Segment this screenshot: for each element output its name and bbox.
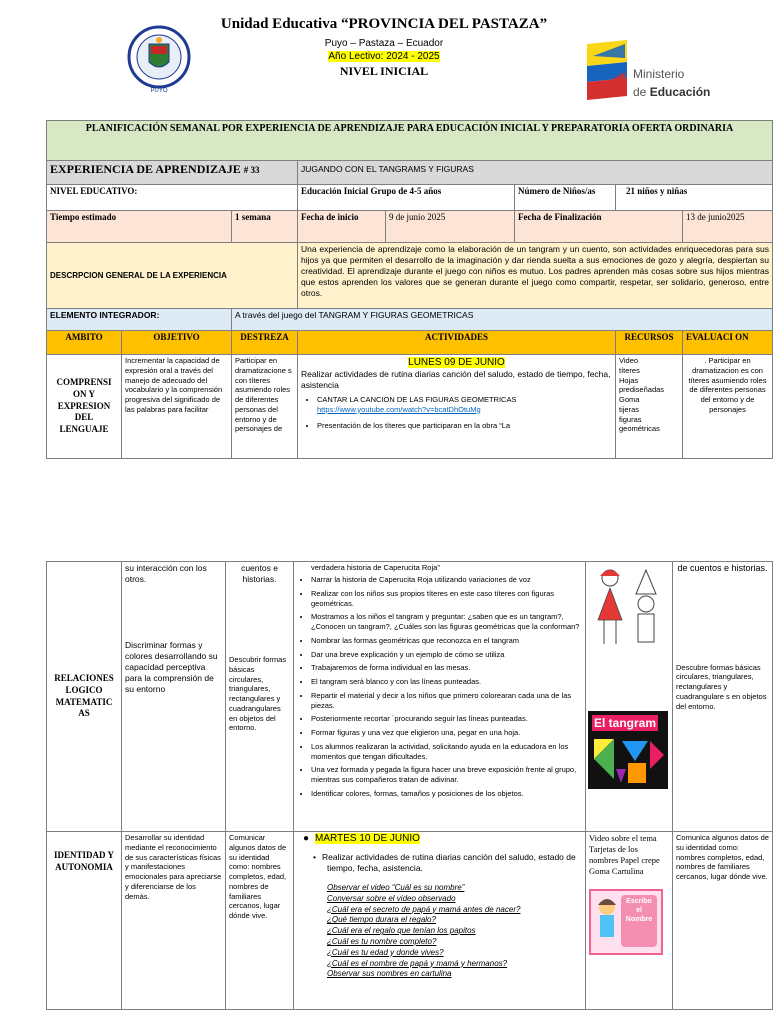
level-title: NIVEL INICIAL	[339, 64, 429, 78]
activity-item: • Una vez formada y pegada la figura hacer una breve exposición frente al grupo, mientras sus compañeros tratan de adivinar.	[311, 765, 582, 785]
row1-objetivo: Incrementar la capacidad de expresión oral a través del manejo de adecuado del vocabulario y la comprensión progresiva del significado de las palabras para facilitar	[122, 355, 232, 459]
level-label: NIVEL EDUCATIVO:	[47, 185, 298, 211]
row2-evaluacion	[673, 562, 773, 832]
kids-label: Número de Niños/as	[515, 185, 616, 211]
integrator-value: A través del juego del TANGRAM Y FIGURAS GEOMETRICAS	[232, 309, 773, 331]
row2-actividades	[294, 562, 586, 832]
experience-label-cell	[47, 161, 298, 185]
activity-item: • Narrar la historia de Caperucita Roja utilizando variaciones de voz	[311, 575, 582, 585]
row1-routine: Realizar actividades de rutina diarias canción del saludo, estado de tiempo, fecha, asistencia	[301, 369, 611, 391]
svg-text:de Educación	[633, 85, 710, 99]
row1-bullet-puppets: • Presentación de los títeres que participaran en la obra “La	[317, 421, 612, 431]
tangram-image	[588, 711, 668, 789]
activity-item: • Trabajaremos de forma individual en las mesas.	[311, 663, 582, 673]
row2-objetivo	[122, 562, 226, 832]
integrator-label: ELEMENTO INTEGRADOR:	[47, 309, 232, 331]
row2-eval-text: Descubre formas básicas circulares, triangulares, rectangulares y cuadrangulare s en objetos del entorno.	[676, 662, 767, 711]
col-destreza: DESTREZA	[232, 331, 298, 355]
row2-recursos	[586, 562, 673, 832]
question-item: ¿Cuál es tu nombre completo?	[327, 936, 437, 946]
ministry-line2-b: Educación	[649, 85, 711, 99]
row2-objetivo-text: Discriminar formas y colores desarrollando su capacidad perceptiva para la comprensión de su entorno	[125, 640, 218, 695]
row3-actividades: ● MARTES 10 DE JUNIO • Realizar actividades de rutina diarias canción del saludo, estado de tiempo, fecha, asistencia. Observar el video “Cuál es su nombre” Conversar sobre el video observado ¿Cuál era el secreto de papá y mamá antes de nacer? ¿Qué tiempo durara el regalo? ¿Cuál era el regalo que tenían los papitos ¿Cuál es tu nombre completo? ¿Cuál es tu edad y donde vives? ¿Cuál es el nombre de papá y mamá y hermanos? Observar sus nombres en cartulina	[294, 832, 586, 1010]
row1-objetivo-cont: su interacción con los otros.	[125, 563, 207, 585]
recurso-item: Goma	[619, 395, 640, 404]
ministry-education-logo	[585, 38, 711, 104]
time-value: 1 semana	[232, 211, 298, 243]
row1-youtube-link[interactable]: https://www.youtube.com/watch?v=bcatDhOtuMg	[317, 404, 481, 414]
start-label: Fecha de inicio	[298, 211, 386, 243]
question-item: ¿Cuál era el regalo que tenían los papitos	[327, 926, 476, 936]
row3-objetivo: Desarrollar su identidad mediante el reconocimiento de sus características físicas y manifestaciones emocionales para apreciarse y diferenciarse de los demás.	[122, 832, 226, 1010]
col-actividades: ACTIVIDADES	[298, 331, 616, 355]
activity-item: • Identificar colores, formas, tamaños y posiciones de los objetos.	[311, 789, 582, 799]
row1-bullet-song: CANTAR LA CANCION DE LAS FIGURAS GEOMETRICAS	[317, 395, 517, 405]
activity-item: • Formar figuras y una vez que eligieron una, pegar en una hoja.	[311, 728, 582, 738]
planning-table-page1	[46, 120, 773, 459]
activity-item: • Los alumnos realizaran la actividad, solicitando ayuda en la educadora en los momentos que tengan dificultades.	[311, 742, 582, 762]
row2-ambito: RELACIONES LOGICO MATEMATIC AS	[47, 562, 122, 832]
activity-item: • El tangram será blanco y con las líneas punteadas.	[311, 677, 582, 687]
row1-destreza: Participar en dramatizacione s con títeres asumiendo roles de diferentes personas del entorno y de personajes de	[232, 355, 298, 459]
kids-value: 21 niños y niñas	[616, 185, 773, 211]
time-label: Tiempo estimado	[47, 211, 232, 243]
row3-recursos	[586, 832, 673, 1010]
row1-evaluacion: . Participar en dramatizacion es con títeres asumiendo roles de diferentes personas del entorno y de personajes	[683, 355, 773, 459]
question-item: ¿Qué tiempo durara el regalo?	[327, 915, 436, 925]
start-value: 9 de junio 2025	[386, 211, 515, 243]
description-label: DESCRPCION GENERAL DE LA EXPERIENCIA	[47, 243, 298, 309]
experience-label: EXPERIENCIA DE APRENDIZAJE	[50, 162, 241, 176]
school-seal-logo	[118, 24, 200, 94]
school-location: Puyo – Pastaza – Ecuador	[324, 38, 444, 49]
recurso-item: títeres	[619, 365, 640, 375]
row1-act-cont: verdadera historia de Caperucita Roja”	[311, 563, 440, 572]
activity-item: • Dar una breve explicación y un ejemplo de cómo se utiliza	[311, 650, 582, 660]
end-value: 13 de junio2025	[683, 211, 773, 243]
row3-day: MARTES 10 DE JUNIO	[315, 833, 420, 844]
row1-destreza-cont: cuentos e historias.	[241, 563, 278, 585]
activity-item: • Repartir el material y decir a los niños que primero colorearan cada una de las piezas.	[311, 691, 582, 711]
activity-item: • Realizar con los niños sus propios títeres en este caso títeres con figuras geométricas.	[311, 589, 582, 609]
activity-item: • Nombrar las formas geométricas que reconozca en el tangram	[311, 636, 582, 646]
name-card-image	[589, 889, 663, 955]
col-ambito: AMBITO	[47, 331, 122, 355]
planning-table-page2	[46, 561, 773, 1010]
plan-title: PLANIFICACIÓN SEMANAL POR EXPERIENCIA DE APRENDIZAJE PARA EDUCACIÓN INICIAL Y PREPARATORIA OFERTA ORDINARIA	[47, 121, 773, 161]
col-evaluacion: EVALUACI ON	[683, 331, 773, 355]
name-card-line1: Escribo	[626, 898, 652, 906]
activity-item: • Mostramos a los niños el tangram y preguntar: ¿saben que es un tangram?, ¿Conocen un tangram?, ¿Cuáles son las figuras geométricas que la conforman?	[311, 612, 582, 632]
col-objetivo: OBJETIVO	[122, 331, 232, 355]
row1-eval-cont: de cuentos e historias.	[677, 563, 768, 573]
question-item: Observar sus nombres en cartulina	[327, 969, 452, 979]
row1-recursos	[616, 355, 683, 459]
ministry-line2-a: de	[633, 85, 647, 99]
col-recursos: RECURSOS	[616, 331, 683, 355]
seal-text: PUYO	[150, 88, 168, 94]
level-value: Educación Inicial Grupo de 4-5 años	[298, 185, 515, 211]
recurso-item: Video	[619, 356, 639, 365]
experience-number: # 33	[243, 165, 260, 175]
question-item: ¿Cuál es el nombre de papá y mamá y hermanos?	[327, 958, 508, 968]
experience-name: JUGANDO CON EL TANGRAMS Y FIGURAS	[298, 161, 773, 185]
recurso-item: Hojas prediseñadas	[619, 375, 665, 395]
row1-actividades	[298, 355, 616, 459]
row3-ambito: IDENTIDAD Y AUTONOMIA	[47, 832, 122, 1010]
tangram-image-title: El tangram	[594, 716, 657, 730]
row3-evaluacion: Comunica algunos datos de su identidad como: nombres completos, edad, nombres de familiares cercanos, lugar dónde vive.	[673, 832, 773, 1010]
school-name: Unidad Educativa “PROVINCIA DEL PASTAZA”	[220, 16, 548, 32]
row1-day: LUNES 09 DE JUNIO	[408, 357, 505, 368]
name-card-line3: Nombre	[625, 916, 653, 924]
row3-destreza: Comunicar algunos datos de su identidad como: nombres completos, edad, nombres de familiares cercanos, lugar dónde vive.	[226, 832, 294, 1010]
question-item: Observar el video “Cuál es su nombre”	[327, 882, 465, 892]
description-value: Una experiencia de aprendizaje como la elaboración de un tangram y un cuento, son actividades enriquecedoras para sus hijos ya que permiten el desarrollo de la imaginación y dar rienda suelta a sus emociones de gozo y alegría, despiertan su creatividad. El aprendizaje durante el juego con niños es mutuo. Los padres aprenden más cosas sobre sus hijos mientras que estos aprenden los valores que se generan durante el juego como compartir, respetar, ser solidario, generoso, entre otros.	[298, 243, 773, 309]
row2-destreza-text: Descubrir formas básicas circulares, triangulares, rectangulares y cuadrangulares en objetos del entorno.	[229, 655, 287, 733]
caperucita-puppet-image	[588, 564, 668, 654]
recurso-item: tijeras	[619, 404, 640, 414]
activity-item: • Posteriormente recortar ´procurando seguir las líneas punteadas.	[311, 714, 582, 724]
recurso-item: figuras geométricas	[619, 414, 660, 434]
end-label: Fecha de Finalización	[515, 211, 683, 243]
question-item: ¿Cuál es tu edad y donde vives?	[327, 947, 444, 957]
question-item: Conversar sobre el video observado	[327, 893, 456, 903]
question-item: ¿Cuál era el secreto de papá y mamá antes de nacer?	[327, 904, 521, 914]
row2-destreza	[226, 562, 294, 832]
row3-routine: Realizar actividades de rutina diarias canción del saludo, estado de tiempo, fecha, asistencia.	[321, 852, 576, 874]
name-card-line2: el	[636, 907, 642, 915]
row3-recursos-text: Video sobre el tema Tarjetas de los nombres Papel crepe Goma Cartulina	[589, 833, 660, 877]
row1-ambito: COMPRENSI ON Y EXPRESION DEL LENGUAJE	[47, 355, 122, 459]
ministry-line1: Ministerio	[633, 67, 685, 81]
school-year-text: Año Lectivo: 2024 - 2025	[328, 51, 440, 62]
